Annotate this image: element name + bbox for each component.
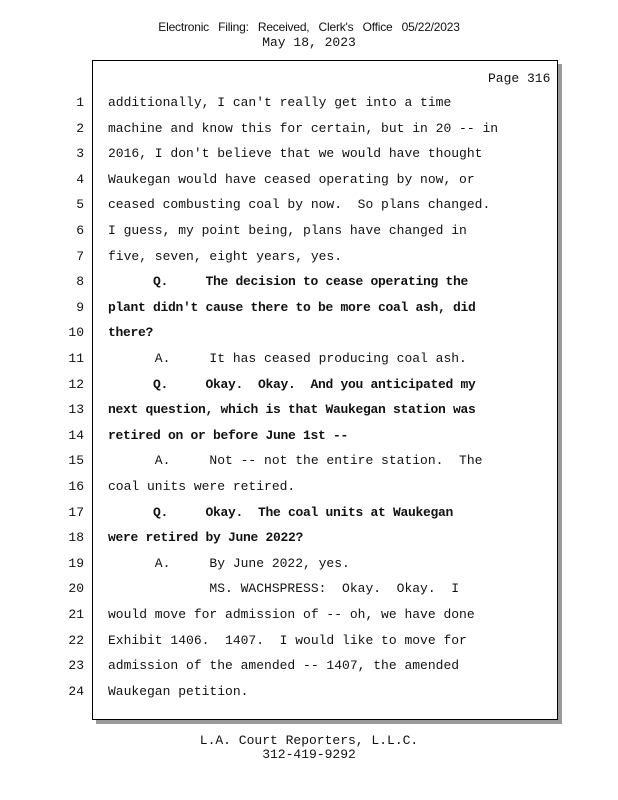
line-number: 7 [76,249,84,264]
line-number: 1 [76,95,84,110]
line-number: 4 [76,172,84,187]
testimony-line-text: MS. WACHSPRESS: Okay. Okay. I [108,581,460,596]
electronic-filing-stamp: Electronic Filing: Received, Clerk's Office 05/22/2023 [158,20,460,34]
line-number: 18 [68,530,84,545]
line-number: 11 [68,351,84,366]
line-number: 14 [68,428,84,443]
line-number: 17 [68,505,84,520]
testimony-line-text: I guess, my point being, plans have changed in [108,223,467,238]
line-number: 2 [76,121,84,136]
testimony-line-text: 2016, I don't believe that we would have thought [108,146,483,161]
testimony-line-text: would move for admission of -- oh, we have done [108,607,475,622]
testimony-line-text: coal units were retired. [108,479,296,494]
line-number: 13 [68,402,84,417]
line-number: 8 [76,274,84,289]
question-line-text: Q. Okay. Okay. And you anticipated my [108,377,476,392]
testimony-line-text: A. It has ceased producing coal ash. [108,351,467,366]
line-number: 6 [76,223,84,238]
page-number: Page 316 [488,71,551,86]
line-number: 19 [68,556,84,571]
line-number: 3 [76,146,84,161]
testimony-line-text: admission of the amended -- 1407, the amended [108,658,460,673]
line-number: 24 [68,684,84,699]
testimony-line-text: Exhibit 1406. 1407. I would like to move for [108,633,467,648]
line-number: 9 [76,300,84,315]
deposition-date: May 18, 2023 [262,35,356,50]
reporter-company: L.A. Court Reporters, L.L.C. [199,733,419,748]
question-line-text: Q. The decision to cease operating the [108,274,469,289]
line-number: 10 [68,325,84,340]
testimony-line-text: five, seven, eight years, yes. [108,249,343,264]
question-line-text: Q. Okay. The coal units at Waukegan [108,505,454,520]
testimony-line-text: additionally, I can't really get into a time [108,95,452,110]
question-line-text: retired on or before June 1st -- [108,428,349,443]
testimony-line-text: Waukegan petition. [108,684,249,699]
question-line-text: plant didn't cause there to be more coal ash, did [108,300,476,315]
testimony-line-text: Waukegan would have ceased operating by now, or [108,172,475,187]
line-number: 12 [68,377,84,392]
question-line-text: were retired by June 2022? [108,530,304,545]
reporter-phone: 312-419-9292 [262,747,356,762]
testimony-line-text: A. Not -- not the entire station. The [108,453,483,468]
testimony-line-text: ceased combusting coal by now. So plans changed. [108,197,491,212]
testimony-line-text: A. By June 2022, yes. [108,556,350,571]
line-number: 21 [68,607,84,622]
line-number: 22 [68,633,84,648]
line-number: 23 [68,658,84,673]
question-line-text: next question, which is that Waukegan station was [108,402,476,417]
question-line-text: there? [108,325,154,340]
line-number: 5 [76,197,84,212]
line-number: 20 [68,581,84,596]
line-number: 15 [68,453,84,468]
testimony-line-text: machine and know this for certain, but in 20 -- in [108,121,499,136]
line-number: 16 [68,479,84,494]
